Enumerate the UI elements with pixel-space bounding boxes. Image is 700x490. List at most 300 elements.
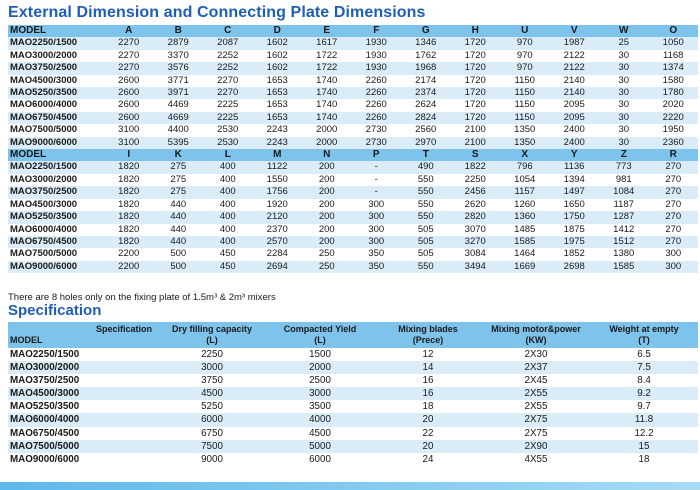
model-cell: MAO6750/4500 <box>8 236 104 248</box>
value-cell: 1740 <box>302 112 352 124</box>
value-cell: 275 <box>170 173 187 185</box>
value-cell: 2087 <box>203 37 253 49</box>
value-cell: 25 <box>599 37 649 49</box>
value-cell: 16 <box>374 387 482 400</box>
value-cell: 2X55 <box>482 387 590 400</box>
value-cell: 30 <box>599 62 649 74</box>
spec-row <box>8 374 698 387</box>
model-cell: MAO4500/3000 <box>10 74 78 86</box>
value-cell: 490 <box>401 161 451 173</box>
value-cell: 3000 <box>266 387 374 400</box>
bottom-decor-band <box>0 482 700 490</box>
value-cell: 3576 <box>154 62 204 74</box>
value-cell: 2252 <box>217 49 239 61</box>
dimensions-row <box>8 50 698 62</box>
header-cell: M <box>253 149 303 161</box>
value-cell: 1360 <box>500 211 550 223</box>
value-cell: 1260 <box>514 198 536 210</box>
value-cell: 2374 <box>401 87 451 99</box>
value-cell: 6000 <box>266 453 374 466</box>
value-cell: 12.2 <box>590 427 698 440</box>
spec-header-col <box>482 322 590 348</box>
model-cell: MAO2250/1500 <box>8 348 158 361</box>
value-cell: 3270 <box>451 236 501 248</box>
value-cell: 400 <box>203 211 253 223</box>
value-cell: 2X55 <box>482 400 590 413</box>
value-cell: 1820 <box>104 186 154 198</box>
header-cell: E <box>302 25 352 37</box>
model-cell: MAO5250/3500 <box>8 400 158 413</box>
model-cell: MAO2250/1500 <box>8 161 104 173</box>
value-cell: 1054 <box>514 173 536 185</box>
value-cell: 400 <box>219 223 236 235</box>
spec-header-col-unit: (T) <box>638 335 650 345</box>
value-cell: 3771 <box>167 74 189 86</box>
header-cell: W <box>599 25 649 37</box>
value-cell: 2600 <box>104 87 154 99</box>
spec-header-col <box>266 322 374 348</box>
value-cell: 8.4 <box>590 374 698 387</box>
value-cell: 1157 <box>500 186 550 198</box>
value-cell: 200 <box>302 186 352 198</box>
value-cell: 773 <box>599 161 649 173</box>
value-cell: 2824 <box>401 112 451 124</box>
header-cell: H <box>451 25 501 37</box>
value-cell: 2270 <box>104 62 154 74</box>
value-cell: 440 <box>170 198 187 210</box>
value-cell: 1653 <box>266 99 288 111</box>
value-cell: 970 <box>500 62 550 74</box>
value-cell: 2620 <box>464 198 486 210</box>
value-cell: 1822 <box>451 161 501 173</box>
value-cell: 3370 <box>167 49 189 61</box>
value-cell: 3100 <box>104 137 154 149</box>
value-cell: 2284 <box>266 248 288 260</box>
value-cell: 2200 <box>118 248 140 260</box>
value-cell: 3084 <box>464 248 486 260</box>
dimensions-row <box>8 112 698 124</box>
value-cell: 450 <box>203 261 253 273</box>
value-cell: 1987 <box>550 37 600 49</box>
header-cell: X <box>500 149 550 161</box>
value-cell: 2X30 <box>482 348 590 361</box>
spec-row <box>8 387 698 400</box>
dimensions-row <box>8 174 698 186</box>
model-cell: MAO3750/2500 <box>8 374 158 387</box>
value-cell: 2095 <box>563 99 585 111</box>
value-cell: 1350 <box>514 124 536 136</box>
model-cell: MAO4500/3000 <box>8 387 158 400</box>
spec-header-col-title: Dry filling capacity <box>171 324 253 334</box>
dimensions-row <box>8 224 698 236</box>
spec-header-col-unit: (L) <box>206 335 218 345</box>
value-cell: 1820 <box>104 236 154 248</box>
dimensions-row <box>8 186 698 198</box>
model-cell: MAO2250/1500 <box>8 37 104 49</box>
dimensions-row <box>8 248 698 260</box>
value-cell: 1669 <box>500 261 550 273</box>
model-cell: MAO3750/2500 <box>8 186 104 198</box>
spec-row <box>8 440 698 453</box>
spec-row <box>8 361 698 374</box>
dimensions-row <box>8 62 698 74</box>
dimensions-row <box>8 137 698 149</box>
value-cell: 2122 <box>563 49 585 61</box>
value-cell: 400 <box>219 173 236 185</box>
value-cell: 2456 <box>451 186 501 198</box>
value-cell: 1975 <box>550 236 600 248</box>
model-cell: MAO7500/5000 <box>8 440 158 453</box>
dimensions-table <box>8 25 698 273</box>
value-cell: 7.5 <box>590 361 698 374</box>
spec-header-model-label: MODEL <box>10 335 43 345</box>
model-cell: MAO3000/2000 <box>8 361 158 374</box>
value-cell: 440 <box>170 223 187 235</box>
header-cell: T <box>401 149 451 161</box>
value-cell: 1820 <box>118 198 140 210</box>
value-cell: 4400 <box>167 124 189 136</box>
value-cell: 300 <box>649 261 699 273</box>
value-cell: 270 <box>649 211 699 223</box>
value-cell: 1720 <box>464 49 486 61</box>
header-cell: A <box>104 25 154 37</box>
value-cell: 500 <box>154 261 204 273</box>
value-cell: 1150 <box>514 74 535 86</box>
value-cell: 200 <box>318 223 335 235</box>
value-cell: 2400 <box>563 124 585 136</box>
value-cell: 1653 <box>253 112 303 124</box>
value-cell: 2530 <box>217 124 239 136</box>
value-cell: 1412 <box>613 223 635 235</box>
header-cell: B <box>154 25 204 37</box>
value-cell: 22 <box>374 427 482 440</box>
value-cell: 30 <box>618 99 630 111</box>
value-cell: 1464 <box>514 248 536 260</box>
value-cell: 2560 <box>415 124 437 136</box>
value-cell: 300 <box>352 236 402 248</box>
dimensions-row <box>8 75 698 87</box>
value-cell: 1820 <box>104 161 154 173</box>
value-cell: 1750 <box>550 211 600 223</box>
value-cell: 1602 <box>266 49 288 61</box>
value-cell: 500 <box>170 248 187 260</box>
header-cell: D <box>253 25 303 37</box>
value-cell: 270 <box>649 186 699 198</box>
value-cell: 1720 <box>464 74 486 86</box>
value-cell: 350 <box>368 248 385 260</box>
spec-header-model <box>8 322 158 348</box>
value-cell: 2360 <box>649 137 699 149</box>
value-cell: - <box>352 161 402 173</box>
value-cell: 3494 <box>451 261 501 273</box>
dimensions-row <box>8 124 698 136</box>
value-cell: 2200 <box>104 261 154 273</box>
value-cell: 1136 <box>550 161 600 173</box>
header-cell: F <box>352 25 402 37</box>
value-cell: 1875 <box>563 223 585 235</box>
value-cell: 505 <box>401 236 451 248</box>
value-cell: 2000 <box>302 137 352 149</box>
value-cell: 1346 <box>401 37 451 49</box>
value-cell: 400 <box>203 161 253 173</box>
value-cell: 1653 <box>253 87 303 99</box>
value-cell: 1650 <box>563 198 585 210</box>
header-cell: I <box>104 149 154 161</box>
value-cell: 1930 <box>365 49 387 61</box>
value-cell: 2694 <box>253 261 303 273</box>
value-cell: 3750 <box>158 374 266 387</box>
value-cell: 550 <box>417 173 434 185</box>
value-cell: 4X55 <box>482 453 590 466</box>
value-cell: 2730 <box>365 124 387 136</box>
model-cell: MAO7500/5000 <box>10 248 78 260</box>
value-cell: 2260 <box>352 87 402 99</box>
value-cell: 2225 <box>203 112 253 124</box>
value-cell: 2970 <box>401 137 451 149</box>
value-cell: 2140 <box>563 74 585 86</box>
model-cell: MAO3000/2000 <box>10 173 78 185</box>
value-cell: 1150 <box>500 87 550 99</box>
value-cell: 270 <box>649 161 699 173</box>
value-cell: 1287 <box>599 211 649 223</box>
value-cell: 1930 <box>352 37 402 49</box>
value-cell: 1740 <box>316 99 338 111</box>
value-cell: 30 <box>618 74 630 86</box>
value-cell: 200 <box>318 173 335 185</box>
value-cell: 1740 <box>302 87 352 99</box>
value-cell: 9.7 <box>590 400 698 413</box>
value-cell: 3971 <box>154 87 204 99</box>
value-cell: 1497 <box>550 186 600 198</box>
dimensions-title: External Dimension and Connecting Plate Dimensions <box>8 4 426 21</box>
value-cell: 1852 <box>563 248 585 260</box>
header-cell: R <box>649 149 699 161</box>
value-cell: 14 <box>374 361 482 374</box>
holes-note: There are 8 holes only on the fixing plate of 1.5m³ & 2m³ mixers <box>8 292 276 303</box>
value-cell: 2120 <box>253 211 303 223</box>
value-cell: 24 <box>374 453 482 466</box>
value-cell: 7500 <box>158 440 266 453</box>
value-cell: 2270 <box>104 37 154 49</box>
model-cell: MAO9000/6000 <box>8 137 104 149</box>
value-cell: 1756 <box>253 186 303 198</box>
value-cell: 4000 <box>266 413 374 426</box>
value-cell: 1380 <box>613 248 635 260</box>
value-cell: 2400 <box>550 137 600 149</box>
header-cell: G <box>401 25 451 37</box>
value-cell: 5395 <box>154 137 204 149</box>
value-cell: 1740 <box>316 74 338 86</box>
model-cell: MAO6000/4000 <box>10 99 78 111</box>
spec-header-col-title: Compacted Yield <box>283 324 357 334</box>
value-cell: 2600 <box>104 112 154 124</box>
value-cell: 2370 <box>266 223 288 235</box>
value-cell: 1350 <box>500 137 550 149</box>
value-cell: 400 <box>203 236 253 248</box>
value-cell: 1580 <box>662 74 684 86</box>
value-cell: 2820 <box>451 211 501 223</box>
model-cell: MAO6750/4500 <box>8 427 158 440</box>
value-cell: 1585 <box>599 261 649 273</box>
spec-row <box>8 413 698 426</box>
value-cell: 1920 <box>266 198 288 210</box>
value-cell: 1050 <box>649 37 699 49</box>
value-cell: 2530 <box>203 137 253 149</box>
value-cell: 1150 <box>500 112 550 124</box>
model-cell: MAO5250/3500 <box>8 87 104 99</box>
header-model-cell: MODEL <box>8 25 104 37</box>
value-cell: 2X37 <box>482 361 590 374</box>
value-cell: 9000 <box>158 453 266 466</box>
value-cell: 2250 <box>464 173 486 185</box>
value-cell: 1122 <box>253 161 303 173</box>
value-cell: 5250 <box>158 400 266 413</box>
value-cell: 550 <box>417 198 434 210</box>
value-cell: 1720 <box>451 37 501 49</box>
model-cell: MAO4500/3000 <box>10 198 78 210</box>
dimensions-row <box>8 261 698 273</box>
value-cell: 275 <box>154 161 204 173</box>
value-cell: 2600 <box>118 99 140 111</box>
value-cell: 1150 <box>514 99 535 111</box>
value-cell: 270 <box>649 236 699 248</box>
value-cell: 400 <box>203 186 253 198</box>
value-cell: 275 <box>154 186 204 198</box>
value-cell: 2100 <box>451 137 501 149</box>
value-cell: 981 <box>615 173 632 185</box>
value-cell: 1168 <box>663 49 684 61</box>
spec-header-row <box>8 322 698 348</box>
value-cell: 200 <box>302 161 352 173</box>
value-cell: 1187 <box>613 198 634 210</box>
value-cell: 2500 <box>266 374 374 387</box>
value-cell: 440 <box>154 211 204 223</box>
value-cell: 1722 <box>316 49 338 61</box>
dimensions-row <box>8 211 698 223</box>
value-cell: 1374 <box>649 62 699 74</box>
header-cell: O <box>649 25 699 37</box>
value-cell: 1602 <box>253 62 303 74</box>
value-cell: 1084 <box>599 186 649 198</box>
value-cell: 2250 <box>158 348 266 361</box>
value-cell: 4500 <box>158 387 266 400</box>
value-cell: 15 <box>590 440 698 453</box>
value-cell: - <box>374 173 378 185</box>
value-cell: 1930 <box>352 62 402 74</box>
value-cell: 2220 <box>649 112 699 124</box>
value-cell: 796 <box>500 161 550 173</box>
value-cell: 1820 <box>118 223 140 235</box>
value-cell: 2243 <box>266 124 288 136</box>
value-cell: 2000 <box>316 124 338 136</box>
value-cell: 2260 <box>365 99 387 111</box>
value-cell: 2260 <box>365 74 387 86</box>
value-cell: 20 <box>374 440 482 453</box>
value-cell: 1950 <box>662 124 684 136</box>
value-cell: 6750 <box>158 427 266 440</box>
value-cell: 18 <box>374 400 482 413</box>
value-cell: 1485 <box>514 223 536 235</box>
value-cell: 4500 <box>266 427 374 440</box>
value-cell: 1720 <box>451 62 501 74</box>
value-cell: 1653 <box>266 74 288 86</box>
value-cell: 440 <box>154 236 204 248</box>
spec-row <box>8 400 698 413</box>
value-cell: 2570 <box>253 236 303 248</box>
value-cell: 970 <box>516 49 533 61</box>
value-cell: 270 <box>665 173 682 185</box>
header-cell: S <box>451 149 501 161</box>
spec-header-col-unit: (KW) <box>525 335 547 345</box>
value-cell: 6.5 <box>590 348 698 361</box>
dimensions-header-row <box>8 25 698 37</box>
value-cell: 200 <box>302 236 352 248</box>
value-cell: 400 <box>219 198 236 210</box>
value-cell: 1968 <box>401 62 451 74</box>
value-cell: 505 <box>417 223 434 235</box>
value-cell: 2122 <box>550 62 600 74</box>
value-cell: 270 <box>665 223 682 235</box>
value-cell: 2270 <box>118 49 140 61</box>
value-cell: 1394 <box>563 173 585 185</box>
value-cell: 2000 <box>266 361 374 374</box>
value-cell: 550 <box>401 211 451 223</box>
value-cell: 270 <box>665 198 682 210</box>
model-cell: MAO6000/4000 <box>8 413 158 426</box>
value-cell: 3070 <box>464 223 486 235</box>
specification-title: Specification <box>8 302 102 319</box>
value-cell: 12 <box>374 348 482 361</box>
value-cell: 9.2 <box>590 387 698 400</box>
value-cell: 550 <box>401 261 451 273</box>
value-cell: 1820 <box>104 211 154 223</box>
spec-header-col-unit: (L) <box>314 335 326 345</box>
value-cell: 200 <box>318 198 335 210</box>
value-cell: 1720 <box>464 99 486 111</box>
value-cell: 1780 <box>649 87 699 99</box>
dimensions-row <box>8 161 698 173</box>
model-cell: MAO6750/4500 <box>8 112 104 124</box>
value-cell: 30 <box>618 49 630 61</box>
value-cell: 300 <box>368 198 385 210</box>
value-cell: 970 <box>500 37 550 49</box>
value-cell: 20 <box>374 413 482 426</box>
specification-table <box>8 322 698 466</box>
value-cell: 450 <box>219 248 236 260</box>
value-cell: 2879 <box>154 37 204 49</box>
value-cell: 1820 <box>118 173 140 185</box>
spec-header-col-title: Mixing blades <box>398 324 458 334</box>
dimensions-table-wrap <box>8 25 698 273</box>
value-cell: 2270 <box>217 74 239 86</box>
model-cell: MAO3750/2500 <box>8 62 104 74</box>
dimensions-row <box>8 199 698 211</box>
header-cell: U <box>500 25 550 37</box>
value-cell: 2140 <box>550 87 600 99</box>
value-cell: 4469 <box>167 99 189 111</box>
value-cell: 2243 <box>253 137 303 149</box>
spec-row <box>8 453 698 466</box>
dimensions-row <box>8 37 698 49</box>
value-cell: 1720 <box>451 112 501 124</box>
value-cell: 2X75 <box>482 413 590 426</box>
spec-header-col <box>158 322 266 348</box>
value-cell: 550 <box>401 186 451 198</box>
dimensions-header-row <box>8 149 698 161</box>
model-cell: MAO9000/6000 <box>8 453 158 466</box>
value-cell: 6000 <box>158 413 266 426</box>
value-cell: 1500 <box>266 348 374 361</box>
